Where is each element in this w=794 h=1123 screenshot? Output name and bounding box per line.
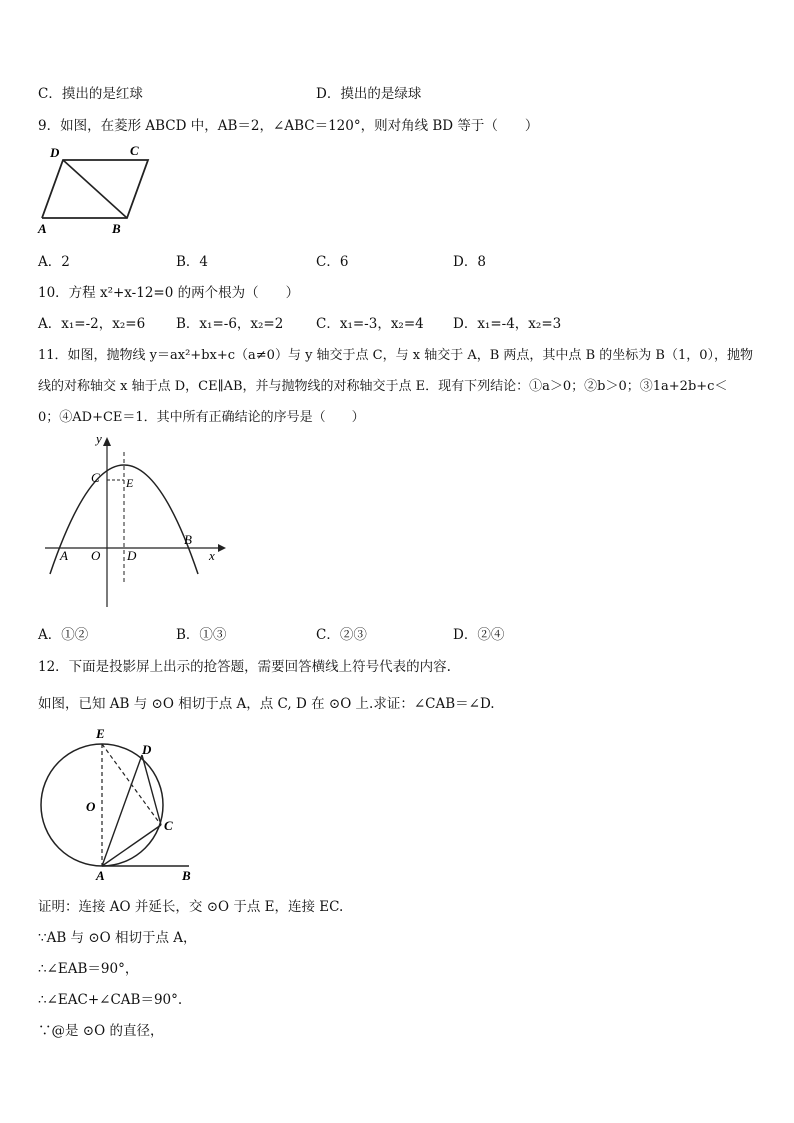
label-x: x	[209, 548, 215, 563]
label-e: E	[96, 726, 105, 741]
segment-dc	[142, 755, 161, 825]
q10-option-d: D．x₁=-4，x₂=3	[453, 316, 562, 332]
segment-ac	[102, 825, 161, 866]
label-d: D	[127, 548, 137, 563]
segment-ad	[102, 755, 142, 866]
q11-line2: 线的对称轴交 x 轴于点 D，CE∥AB，并与抛物线的对称轴交于点 E．现有下列结论：①a＞0；②b＞0；③1a+2b+c＜	[38, 379, 728, 394]
x-axis-arrow	[218, 544, 226, 552]
q9-option-b: B．4	[176, 254, 209, 270]
y-axis-arrow	[103, 437, 111, 446]
proof-line-2: ∵AB 与 ⊙O 相切于点 A，	[38, 930, 197, 946]
proof-line-1: 证明：连接 AO 并延长，交 ⊙O 于点 E，连接 EC.	[38, 899, 344, 915]
q11-line3: 0；④AD+CE＝1．其中所有正确结论的序号是（ ）	[38, 410, 365, 425]
q9-option-a: A．2	[38, 254, 70, 270]
label-o: O	[91, 548, 101, 563]
q9-option-c: C．6	[316, 254, 349, 270]
q10-option-a: A．x₁=-2，x₂=6	[38, 316, 146, 332]
label-c: C	[164, 818, 173, 833]
q11-option-a: A．①②	[38, 627, 89, 643]
label-d: D	[50, 145, 60, 160]
label-c: C	[91, 470, 100, 485]
q12-line2: 如图，已知 AB 与 ⊙O 相切于点 A，点 C, D 在 ⊙O 上.求证：∠CAB＝∠D.	[38, 696, 495, 712]
circle-tangent-figure	[30, 722, 200, 882]
parabola-figure	[40, 432, 230, 612]
q10-option-c: C．x₁=-3，x₂=4	[316, 316, 424, 332]
proof-line-4: ∴∠EAC+∠CAB＝90°.	[38, 992, 183, 1008]
q11-option-b: B．①③	[176, 627, 227, 643]
q8-option-d: D．摸出的是绿球	[316, 86, 422, 102]
label-a: A	[38, 221, 47, 236]
q8-option-c: C．摸出的是红球	[38, 86, 143, 102]
label-o: O	[86, 799, 96, 814]
rhombus-figure	[30, 140, 160, 240]
label-a: A	[60, 548, 68, 563]
label-a: A	[96, 868, 105, 882]
q9-stem: 9．如图，在菱形 ABCD 中，AB＝2，∠ABC＝120°，则对角线 BD 等于（ ）	[38, 118, 539, 134]
q12-line1: 12．下面是投影屏上出示的抢答题，需要回答横线上符号代表的内容.	[38, 659, 451, 675]
label-b: B	[184, 532, 192, 547]
diagonal-bd	[63, 160, 127, 218]
label-d: D	[142, 742, 152, 757]
q11-option-d: D．②④	[453, 627, 505, 643]
proof-line-5: ∵@是 ⊙O 的直径，	[38, 1023, 164, 1039]
label-y: y	[96, 432, 102, 446]
proof-line-3: ∴∠EAB＝90°，	[38, 961, 139, 977]
label-e: E	[126, 476, 134, 490]
q11-line1: 11．如图，抛物线 y＝ax²+bx+c（a≠0）与 y 轴交于点 C，与 x 轴交于 A，B 两点，其中点 B 的坐标为 B（1，0），抛物	[38, 348, 753, 363]
label-b: B	[112, 221, 121, 236]
label-c: C	[130, 143, 139, 158]
q11-option-c: C．②③	[316, 627, 367, 643]
q9-option-d: D．8	[453, 254, 486, 270]
q10-option-b: B．x₁=-6，x₂=2	[176, 316, 284, 332]
label-b: B	[182, 868, 191, 882]
q10-stem: 10．方程 x²+x-12=0 的两个根为（ ）	[38, 285, 300, 301]
